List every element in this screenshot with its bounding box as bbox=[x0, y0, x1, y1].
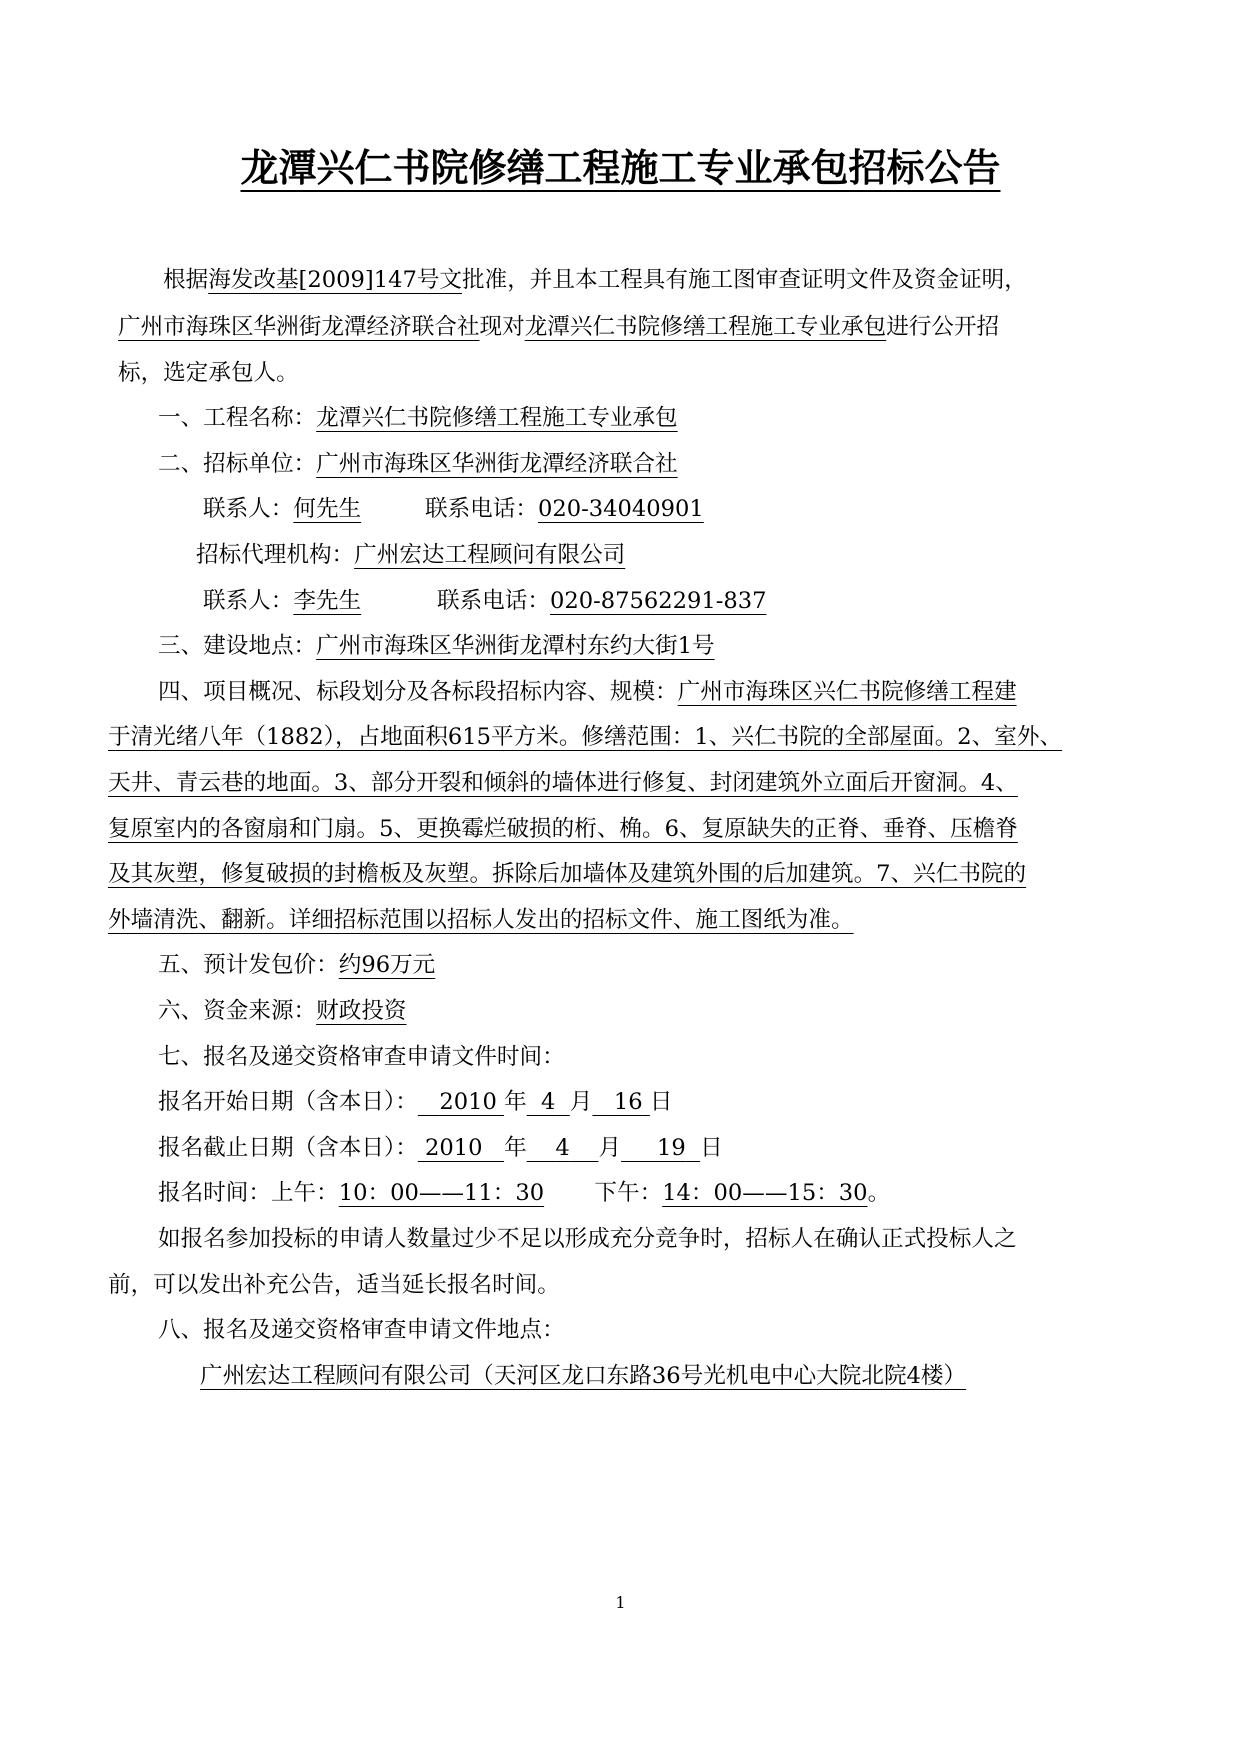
agency-contact: 联系人：李先生 bbox=[203, 588, 362, 614]
registration-address: 广州宏达工程顾问有限公司（天河区龙口东路36号光机电中心大院北院4楼） bbox=[200, 1363, 967, 1389]
document-title: 龙潭兴仁书院修缮工程施工专业承包招标公告 bbox=[240, 146, 1001, 190]
extension-note-line-1: 如报名参加投标的申请人数量过少不足以形成充分竞争时，招标人在确认正式投标人之 bbox=[158, 1226, 1017, 1252]
tenderer-phone: 联系电话：020-34040901 bbox=[425, 496, 704, 522]
section-tenderer: 二、招标单位：广州市海珠区华洲街龙潭经济联合社 bbox=[158, 451, 678, 477]
overview-line: 复原室内的各窗扇和门扇。5、更换霉烂破损的桁、桷。6、复原缺失的正脊、垂脊、压檐脊 bbox=[108, 816, 1018, 842]
overview-line: 于清光绪八年（1882），占地面积615平方米。修缮范围：1、兴仁书院的全部屋面。2、室外、 bbox=[108, 724, 1063, 750]
registration-hours: 报名时间：上午：10：00——11：30 下午：14：00——15：30。 bbox=[158, 1180, 891, 1206]
section-funding-source: 六、资金来源：财政投资 bbox=[158, 998, 407, 1024]
registration-end-date: 报名截止日期（含本日）： 2010 年 4 月 19 日 bbox=[158, 1135, 723, 1161]
page-number: 1 bbox=[615, 1593, 626, 1612]
section-project-name: 一、工程名称：龙潭兴仁书院修缮工程施工专业承包 bbox=[158, 405, 678, 431]
intro-line-2: 广州市海珠区华洲街龙潭经济联合社现对龙潭兴仁书院修缮工程施工专业承包进行公开招 bbox=[118, 314, 1000, 340]
section-registration-time: 七、报名及递交资格审查申请文件时间： bbox=[158, 1044, 565, 1070]
registration-start-date: 报名开始日期（含本日）： 2010 年 4 月 16 日 bbox=[158, 1089, 673, 1115]
overview-line: 及其灰塑，修复破损的封檐板及灰塑。拆除后加墙体及建筑外围的后加建筑。7、兴仁书院的 bbox=[108, 861, 1027, 887]
extension-note-line-2: 前，可以发出补充公告，适当延长报名时间。 bbox=[108, 1272, 560, 1298]
tenderer-contact: 联系人：何先生 bbox=[203, 496, 362, 522]
section-estimated-price: 五、预计发包价：约96万元 bbox=[158, 952, 436, 978]
approval-document-ref: 海发改基[2009]147号文 bbox=[208, 267, 463, 293]
agency: 招标代理机构：广州宏达工程顾问有限公司 bbox=[196, 542, 626, 568]
project-name-intro: 龙潭兴仁书院修缮工程施工专业承包 bbox=[524, 314, 887, 340]
intro-line-3: 标，选定承包人。 bbox=[118, 360, 299, 386]
agency-phone: 联系电话：020-87562291-837 bbox=[437, 588, 767, 614]
section-overview: 四、项目概况、标段划分及各标段招标内容、规模：广州市海珠区兴仁书院修缮工程建 bbox=[158, 679, 1017, 705]
section-registration-place: 八、报名及递交资格审查申请文件地点： bbox=[158, 1317, 565, 1343]
tenderer-name: 广州市海珠区华洲街龙潭经济联合社 bbox=[118, 314, 480, 340]
section-location: 三、建设地点：广州市海珠区华洲街龙潭村东约大街1号 bbox=[158, 633, 715, 659]
overview-line: 天井、青云巷的地面。3、部分开裂和倾斜的墙体进行修复、封闭建筑外立面后开窗洞。4、 bbox=[108, 770, 1018, 796]
intro-line-1: 根据海发改基[2009]147号文批准，并且本工程具有施工图审查证明文件及资金证明， bbox=[163, 267, 1027, 293]
overview-line: 外墙清洗、翻新。详细招标范围以招标人发出的招标文件、施工图纸为准。 bbox=[108, 907, 854, 933]
